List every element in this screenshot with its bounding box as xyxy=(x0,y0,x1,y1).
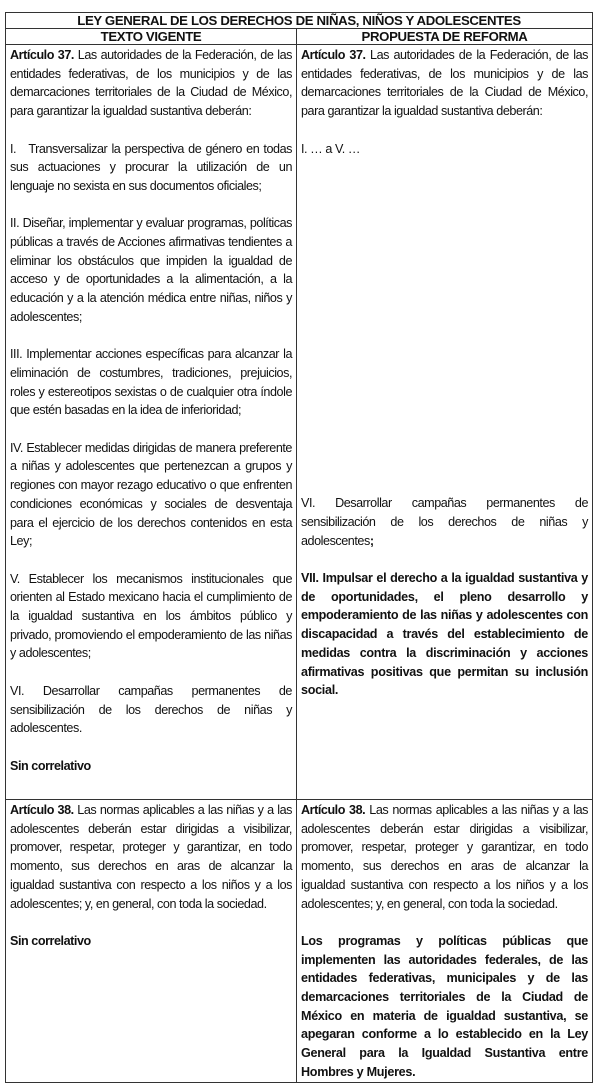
fraction-iv: IV. Establecer medidas dirigidas de manera preferente a niñas y adolescentes que pertenezcan a grupos y regiones con mayor rezago educativo o que enfrenten condiciones económicas y sociales de desventaja para el ejercicio de los derechos contenidos en esta Ley; xyxy=(10,440,292,549)
comparison-table xyxy=(5,12,593,1083)
fraction-vi-text: VI. Desarrollar campañas permanentes de sensibilización de los derechos de niñas y adolescentes xyxy=(301,496,589,548)
no-correlative-label: Sin correlativo xyxy=(10,933,91,948)
article-text: Las autoridades de la Federación, de las entidades federativas, de los municipios y de las demarcaciones territoriales de la Ciudad de México, para garantizar la igualdad sustantiva deberán: xyxy=(10,48,292,119)
fraction-vi: VI. Desarrollar campañas permanentes de sensibilización de los derechos de niñas y adolescentes. xyxy=(10,683,292,736)
article-text: Las autoridades de la Federación, de las entidades federativas, de los municipios y de las demarcaciones territoriales de la Ciudad de México, para garantizar la igualdad sustantiva deberán: xyxy=(301,48,589,119)
article-37-current-intro xyxy=(10,46,292,121)
fraction-range: I. … a V. … xyxy=(301,141,360,156)
fraction-vi-proposal xyxy=(301,494,588,550)
current-text-cell xyxy=(6,45,297,800)
no-correlative-label: Sin correlativo xyxy=(10,758,91,773)
article-text: Las normas aplicables a las niñas y a las adolescentes deberán estar dirigidas a visibilizar, promover, respetar, proteger y garantizar, en todo momento, sus derechos en aras de alcanzar la igualdad sustantiva con respecto a los niños y a los adolescentes; y, en general, con toda la sociedad. xyxy=(10,803,292,911)
article-label: Artículo 38. xyxy=(301,803,366,817)
article-label: Artículo 37. xyxy=(301,48,366,62)
article-label: Artículo 38. xyxy=(10,803,74,817)
law-title: LEY GENERAL DE LOS DERECHOS DE NIÑAS, NIÑOS Y ADOLESCENTES xyxy=(6,13,593,29)
column-header-row xyxy=(6,29,593,45)
column-header-proposal: PROPUESTA DE REFORMA xyxy=(297,29,593,45)
article-37-proposal-intro xyxy=(301,46,588,121)
fraction-i: I. Transversalizar la perspectiva de género en todas sus actuaciones y procurar la utilización de un lenguaje no sexista en sus documentos oficiales; xyxy=(10,141,296,193)
fraction-v: V. Establecer los mecanismos institucionales que orienten al Estado mexicano hacia el cumplimiento de la igualdad sustantiva en los ámbitos público y privado, promoviendo el empoderamiento de las niñas y adolescentes; xyxy=(10,571,292,661)
table-row-article-37 xyxy=(6,45,593,800)
title-row xyxy=(6,13,593,29)
current-text-cell xyxy=(6,800,297,1083)
fraction-vii-added: VII. Impulsar el derecho a la igualdad sustantiva y de oportunidades, el pleno desarrollo y empoderamiento de las niñas y adolescentes con discapacidad a través del establecimiento de medidas contra la discriminación y acciones afirmativas positivas que permitan su inclusión social. xyxy=(301,571,589,698)
table-row-article-38 xyxy=(6,800,593,1083)
proposal-text-cell xyxy=(297,45,593,800)
column-header-current: TEXTO VIGENTE xyxy=(6,29,297,45)
article-label: Artículo 37. xyxy=(10,48,74,62)
article-text: Las normas aplicables a las niñas y a las adolescentes deberán estar dirigidas a visibilizar, promover, respetar, proteger y garantizar, en todo momento, sus derechos en aras de alcanzar la igualdad sustantiva con respecto a los niños y a los adolescentes; y, en general, con toda la sociedad. xyxy=(301,803,589,911)
added-paragraph: Los programas y políticas públicas que implementen las autoridades federales, de las entidades federativas, municipales y de las demarcaciones territoriales de la Ciudad de México en materia de igualdad sustantiva, se apegaran conforme a lo establecido en la Ley General para la Igualdad Sustantiva entre Hombres y Mujeres. xyxy=(301,933,589,1079)
article-38-current xyxy=(10,801,292,913)
article-38-proposal xyxy=(301,801,588,913)
proposal-text-cell xyxy=(297,800,593,1083)
blank-space xyxy=(301,158,588,494)
fraction-vi-end: ; xyxy=(369,533,374,548)
fraction-ii: II. Diseñar, implementar y evaluar programas, políticas públicas a través de Acciones afirmativas tendientes a eliminar los obstáculos que impiden la igualdad de acceso y de oportunidades a la alimentación, a la educación y a la atención médica entre niñas, niños y adolescentes; xyxy=(10,216,292,324)
fraction-iii: III. Implementar acciones específicas para alcanzar la eliminación de costumbres, tradiciones, prejuicios, roles y estereotipos sexistas o de cualquier otra índole que estén basadas en la idea de inferioridad; xyxy=(10,347,292,418)
